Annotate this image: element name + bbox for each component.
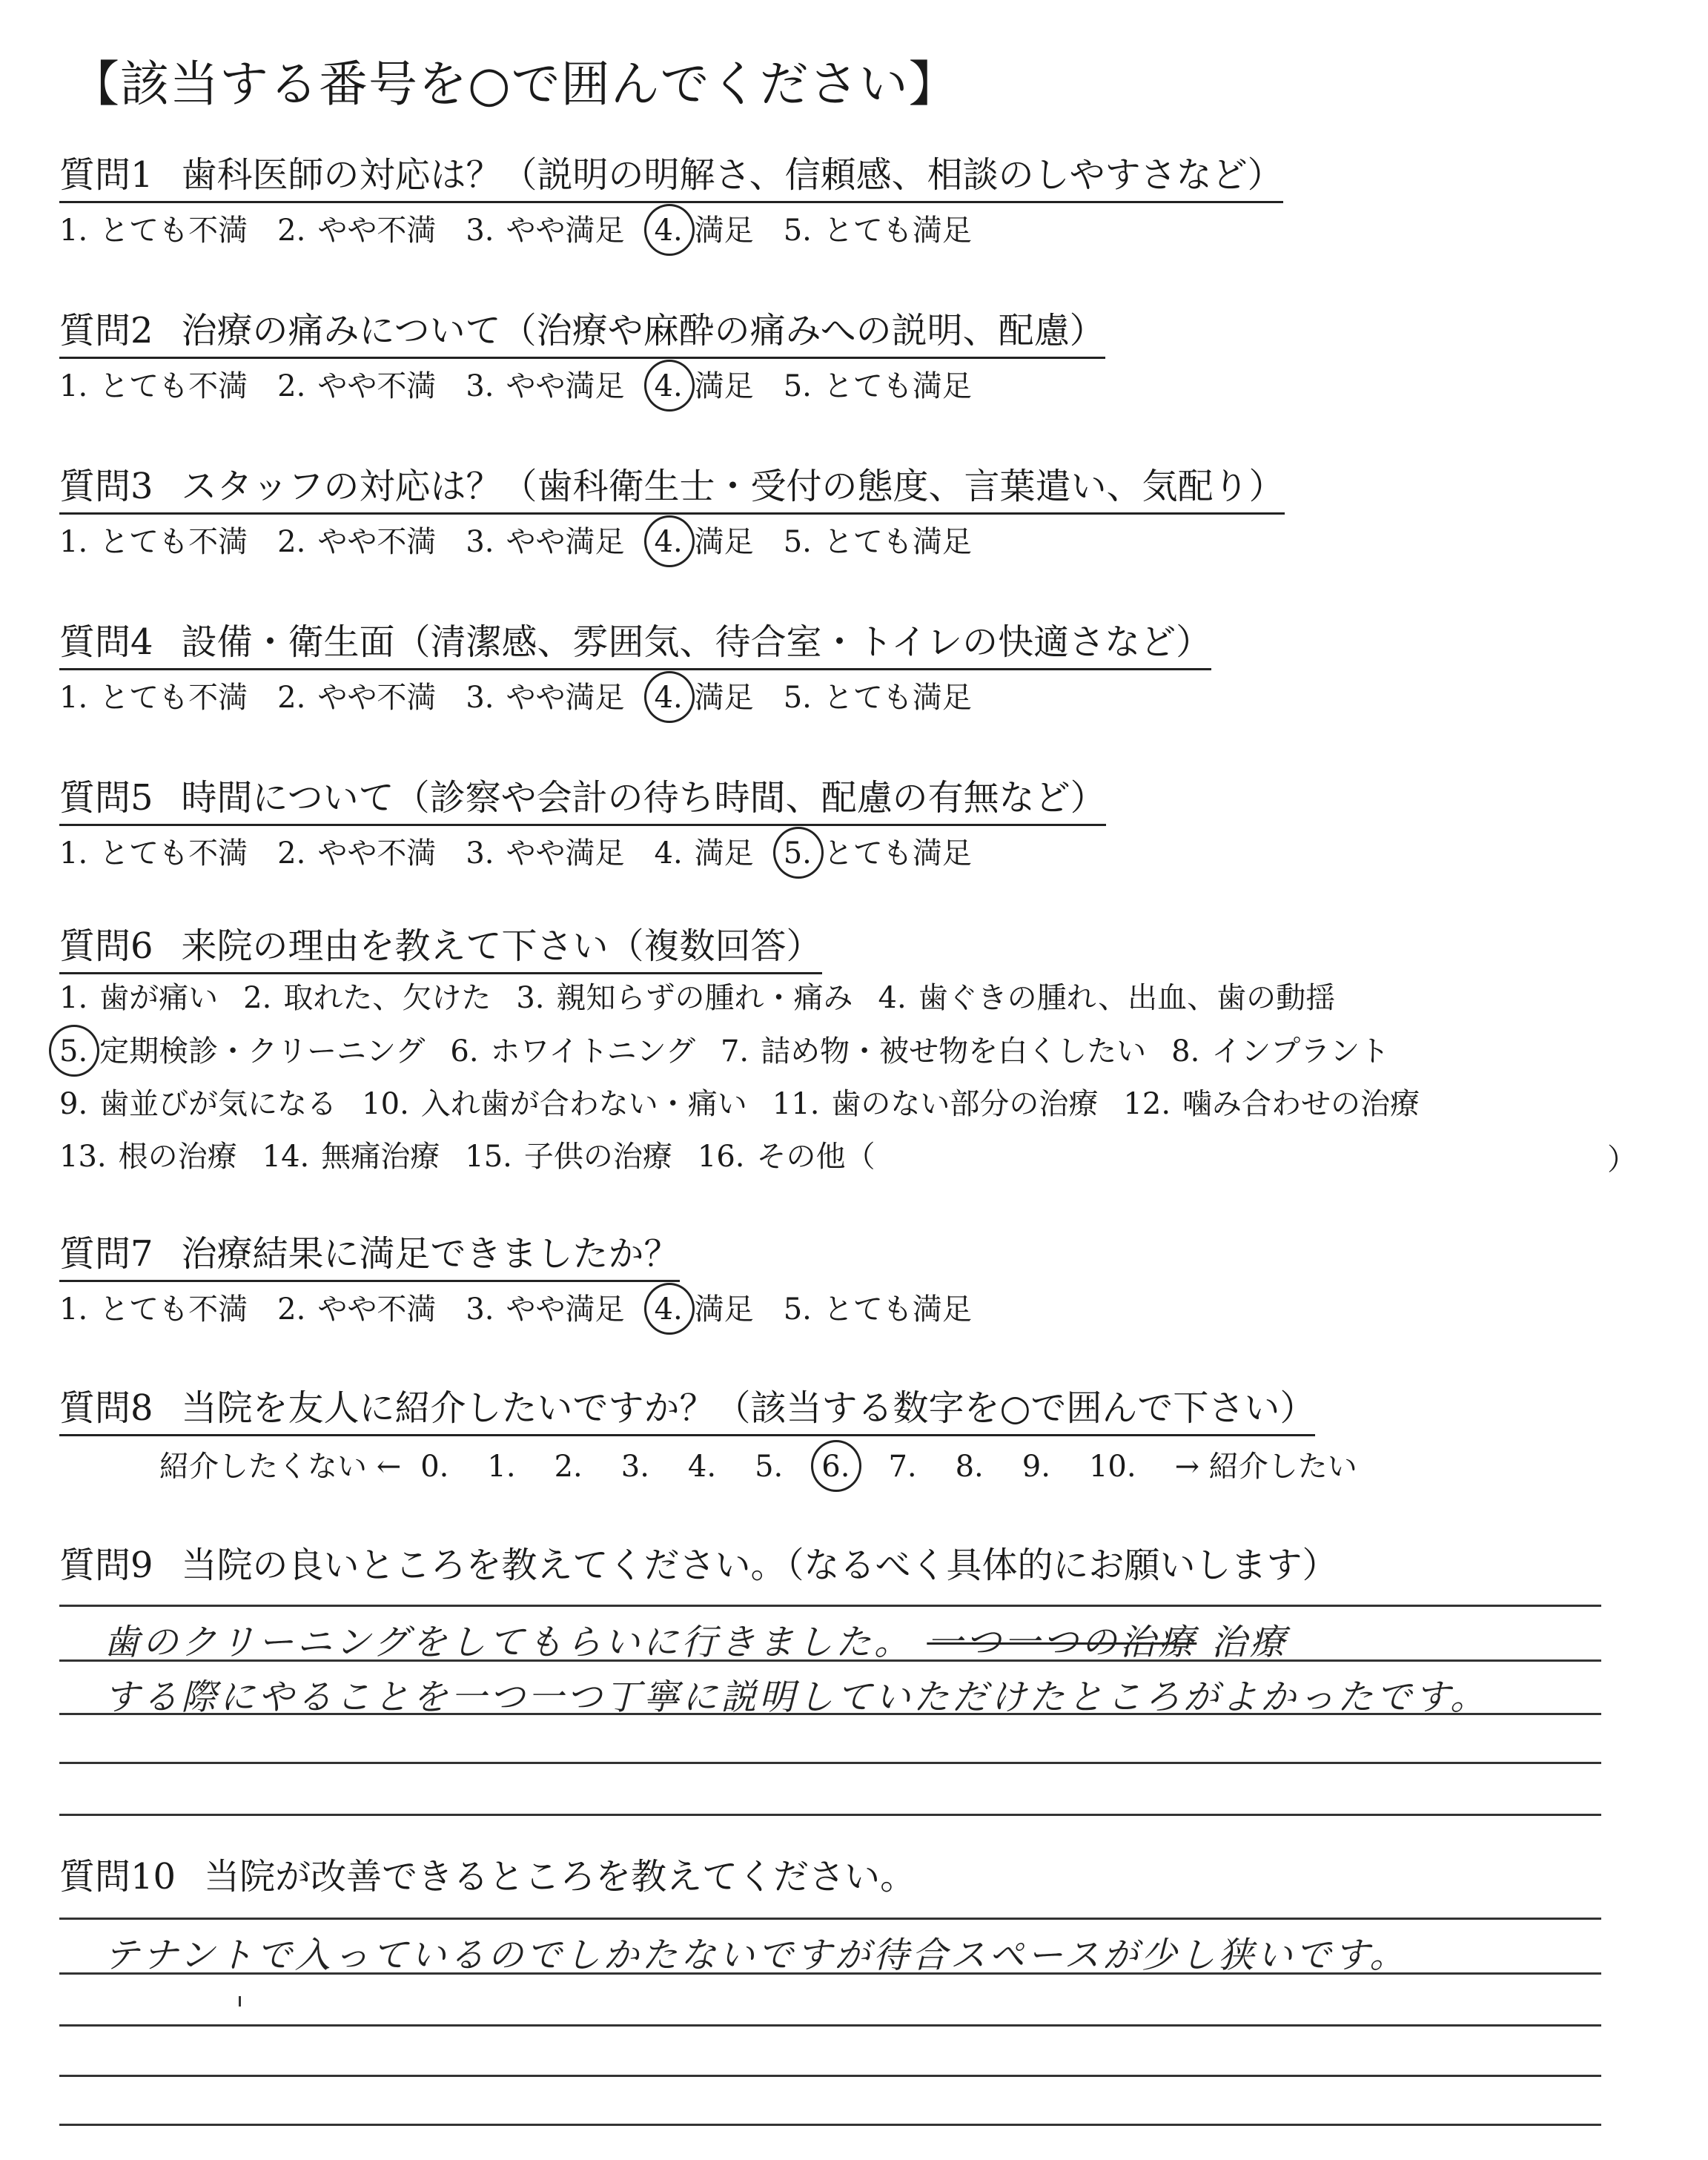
pen-mark [239, 1996, 241, 2007]
option-number: 4. [655, 210, 683, 251]
scale-number: 3. [620, 1450, 649, 1484]
question-number: 質問4 [59, 621, 153, 663]
question-number: 質問6 [59, 925, 153, 967]
answer-line [59, 2024, 1601, 2027]
scale-value[interactable] [1089, 1446, 1148, 1487]
option-number: 4. [655, 677, 683, 719]
question-2-title [59, 308, 1105, 359]
option[interactable] [878, 977, 1336, 1019]
option[interactable] [277, 366, 436, 407]
option-number: 10. [362, 1087, 409, 1121]
question-7-title [59, 1231, 680, 1282]
q9-answer-line-2: する際にやることを一つ一つ丁寧に説明していただけたところがよかったです。 [104, 1677, 1489, 1718]
question-number: 質問9 [59, 1545, 153, 1586]
option[interactable] [465, 1136, 672, 1178]
option[interactable] [1171, 1031, 1389, 1072]
reason-row [59, 977, 1360, 1019]
scale-number: 10. [1088, 1450, 1136, 1484]
option[interactable] [466, 210, 624, 251]
option[interactable] [277, 677, 436, 719]
answer-line [59, 1713, 1601, 1715]
option-number: 2. [277, 369, 306, 403]
other-close-paren: ） [1607, 1143, 1637, 1177]
option-number: 7. [720, 1034, 749, 1069]
option-label: やや満足 [506, 214, 625, 248]
option[interactable] [784, 521, 972, 563]
q10-answer-line-1: テナントで入っているのでしかたないですが待合スペースが少し狭いです。 [104, 1935, 1409, 1976]
option-label: やや不満 [317, 836, 437, 871]
option[interactable] [59, 1136, 237, 1178]
answer-line [59, 1605, 1601, 1607]
scale-left-label: 紹介したくない ← [159, 1450, 402, 1484]
selected-option[interactable] [655, 210, 754, 251]
option-number: 3. [466, 369, 494, 403]
option[interactable] [277, 833, 436, 874]
scale-value[interactable] [420, 1446, 460, 1487]
option[interactable] [1123, 1083, 1420, 1125]
option-number: 4. [655, 521, 683, 563]
option-number: 1. [59, 981, 88, 1015]
reason-row [59, 1083, 1445, 1125]
option[interactable] [784, 677, 972, 719]
recommend-scale [159, 1446, 1377, 1487]
selected-option[interactable] [655, 677, 754, 719]
option-label: やや満足 [506, 836, 625, 871]
option[interactable] [59, 1083, 337, 1125]
option-number: 3. [516, 981, 545, 1015]
scale-number: 6. [821, 1446, 850, 1487]
question-9-title [59, 1542, 1338, 1591]
option[interactable] [277, 521, 436, 563]
scale-number: 4. [687, 1450, 717, 1484]
selected-option[interactable] [655, 366, 754, 407]
question-number: 質問3 [59, 466, 153, 507]
option-number: 5. [784, 833, 812, 874]
option-number: 6. [450, 1034, 479, 1069]
option-label: やや満足 [506, 525, 625, 559]
scale-number: 0. [420, 1450, 449, 1484]
scale-number: 9. [1022, 1450, 1050, 1484]
answer-line [59, 1762, 1601, 1764]
option-label: 親知らずの腫れ・痛み [556, 981, 853, 1015]
question-1-options [59, 210, 1002, 251]
option[interactable] [59, 677, 248, 719]
option-label: やや満足 [506, 369, 625, 403]
option-label: その他（ [756, 1140, 875, 1174]
option-number: 9. [59, 1087, 88, 1121]
option[interactable] [466, 521, 624, 563]
answer-line [59, 1918, 1601, 1920]
question-text: 当院の良いところを教えてください。（なるべく具体的にお願いします） [181, 1545, 1338, 1586]
question-number: 質問10 [59, 1856, 176, 1898]
option[interactable] [516, 977, 853, 1019]
scale-value[interactable] [487, 1446, 527, 1487]
option-number: 12. [1123, 1087, 1171, 1121]
question-number: 質問7 [59, 1233, 153, 1275]
question-4-options [59, 677, 1002, 719]
reason-row [59, 1031, 1414, 1072]
question-text: 治療結果に満足できましたか？ [181, 1233, 680, 1275]
option-label: とても満足 [823, 681, 972, 715]
option-number: 3. [466, 214, 494, 248]
answer-line [59, 2124, 1601, 2126]
option-label: 子供の治療 [523, 1140, 672, 1174]
option-label: 満足 [694, 525, 754, 559]
option[interactable] [698, 1136, 875, 1178]
option[interactable] [59, 210, 248, 251]
scale-number: 1. [487, 1450, 516, 1484]
option-label: とても満足 [823, 525, 972, 559]
option-number: 15. [465, 1140, 512, 1174]
option-label: 歯のない部分の治療 [831, 1087, 1099, 1121]
option-number: 2. [277, 681, 306, 715]
option[interactable] [466, 833, 624, 874]
option-label: 歯並びが気になる [99, 1087, 337, 1121]
option[interactable] [784, 210, 972, 251]
question-text: 歯科医師の対応は？（説明の明解さ、信頼感、相談のしやすさなど） [181, 154, 1283, 196]
question-1-title [59, 152, 1283, 203]
option-number: 5. [783, 369, 812, 403]
option-number: 8. [1171, 1034, 1200, 1069]
question-3-title [59, 463, 1285, 515]
option-number: 4. [655, 366, 683, 407]
option-label: 満足 [694, 214, 754, 248]
option-number: 2. [243, 981, 272, 1015]
option-number: 2. [277, 525, 306, 559]
option[interactable] [466, 366, 624, 407]
handwritten-text: 治療 [1211, 1622, 1288, 1663]
scale-number: 2. [554, 1450, 583, 1484]
option[interactable] [59, 833, 248, 874]
option[interactable] [784, 1289, 972, 1330]
option-label: とても不満 [99, 214, 248, 248]
selected-option[interactable] [655, 521, 754, 563]
q9-answer-line-1 [104, 1614, 1288, 1665]
selected-option[interactable] [59, 1031, 425, 1072]
question-7-options [59, 1289, 1002, 1330]
option[interactable] [243, 977, 491, 1019]
option-number: 5. [783, 1292, 812, 1327]
scale-value[interactable] [621, 1446, 661, 1487]
option-label: 根の治療 [118, 1140, 237, 1174]
option-number: 4. [654, 836, 683, 871]
answer-line [59, 1972, 1601, 1975]
option-number: 1. [59, 836, 88, 871]
selected-scale-value[interactable] [821, 1446, 861, 1487]
option-label: やや不満 [317, 681, 437, 715]
option[interactable] [784, 366, 972, 407]
option-label: やや不満 [317, 1292, 437, 1327]
option-label: やや満足 [506, 1292, 625, 1327]
question-8-title [59, 1385, 1315, 1436]
handwritten-text: 歯のクリーニングをしてもらいに行きました。 [104, 1622, 913, 1663]
option-number: 3. [466, 1292, 494, 1327]
option[interactable] [59, 977, 218, 1019]
option[interactable] [772, 1083, 1099, 1125]
question-text: 当院が改善できるところを教えてください。 [204, 1856, 916, 1898]
selected-option[interactable] [784, 833, 972, 874]
question-text: 時間について（診察や会計の待ち時間、配慮の有無など） [181, 777, 1106, 819]
option-label: とても満足 [823, 214, 972, 248]
option-number: 2. [277, 214, 306, 248]
option-number: 3. [466, 836, 494, 871]
option-number: 5. [783, 525, 812, 559]
option-number: 3. [466, 681, 494, 715]
option-number: 11. [772, 1087, 820, 1121]
option-label: 噛み合わせの治療 [1182, 1087, 1420, 1121]
question-text: 設備・衛生面（清潔感、雰囲気、待合室・トイレの快適さなど） [181, 621, 1212, 663]
question-text: 当院を友人に紹介したいですか？（該当する数字を○で囲んで下さい） [181, 1387, 1316, 1429]
option-number: 2. [277, 1292, 306, 1327]
option-number: 5. [783, 214, 812, 248]
option-label: とても満足 [823, 836, 972, 871]
answer-line [59, 1814, 1601, 1816]
option-label: とても満足 [823, 1292, 972, 1327]
question-5-title [59, 775, 1106, 826]
option[interactable] [262, 1136, 440, 1178]
option-label: 無痛治療 [321, 1140, 440, 1174]
option-label: やや不満 [317, 525, 437, 559]
option-number: 2. [277, 836, 306, 871]
option[interactable] [277, 210, 436, 251]
reason-row [59, 1136, 901, 1178]
option-number: 4. [878, 981, 907, 1015]
answer-line [59, 2075, 1601, 2077]
option-label: やや不満 [317, 214, 437, 248]
option[interactable] [655, 833, 754, 874]
option[interactable] [59, 1289, 248, 1330]
question-5-options [59, 833, 1002, 874]
question-text: スタッフの対応は？（歯科衛生士・受付の態度、言葉遣い、気配り） [181, 466, 1285, 507]
option[interactable] [721, 1031, 1146, 1072]
option-number: 5. [783, 681, 812, 715]
instruction-heading: 【該当する番号を○で囲んでください】 [70, 56, 959, 113]
option-number: 13. [59, 1140, 107, 1174]
question-2-options [59, 366, 1002, 407]
scale-value[interactable] [755, 1446, 795, 1487]
option-label: 満足 [694, 681, 754, 715]
option-label: とても不満 [99, 525, 248, 559]
question-number: 質問8 [59, 1387, 153, 1429]
question-10-title [59, 1854, 916, 1903]
question-text: 治療の痛みについて（治療や麻酔の痛みへの説明、配慮） [181, 310, 1105, 351]
option-label: インプラント [1211, 1034, 1390, 1069]
option[interactable] [277, 1289, 436, 1330]
option-number: 1. [59, 369, 88, 403]
question-number: 質問5 [59, 777, 153, 819]
option-number: 16. [697, 1140, 745, 1174]
scale-value[interactable] [888, 1446, 928, 1487]
option-number: 4. [655, 1289, 683, 1330]
scale-value[interactable] [1022, 1446, 1062, 1487]
option-label: 歯が痛い [99, 981, 219, 1015]
option[interactable] [466, 677, 624, 719]
option-label: とても不満 [99, 1292, 248, 1327]
option-number: 1. [59, 1292, 88, 1327]
option-number: 14. [262, 1140, 310, 1174]
option-number: 1. [59, 214, 88, 248]
option-number: 1. [59, 681, 88, 715]
option-label: やや満足 [506, 681, 625, 715]
question-6-title [59, 923, 822, 974]
option[interactable] [362, 1083, 747, 1125]
scale-value[interactable] [555, 1446, 595, 1487]
option[interactable] [466, 1289, 624, 1330]
struck-text: 一つ一つの治療 [927, 1622, 1197, 1663]
scale-number: 5. [755, 1450, 784, 1484]
option-number: 3. [466, 525, 494, 559]
option[interactable] [450, 1031, 695, 1072]
option-label: 入れ歯が合わない・痛い [420, 1087, 747, 1121]
scale-number: 8. [955, 1450, 984, 1484]
question-number: 質問2 [59, 310, 153, 351]
option[interactable] [59, 366, 248, 407]
scale-value[interactable] [688, 1446, 728, 1487]
scale-value[interactable] [956, 1446, 996, 1487]
option-number: 5. [59, 1031, 87, 1072]
option-number: 1. [59, 525, 88, 559]
option-label: 満足 [694, 369, 754, 403]
scale-right-label: → 紹介したい [1174, 1450, 1357, 1484]
scale-number: 7. [888, 1450, 917, 1484]
option[interactable] [59, 521, 248, 563]
option-label: とても不満 [99, 681, 248, 715]
option-label: とても不満 [99, 369, 248, 403]
option-label: とても不満 [99, 836, 248, 871]
option-label: とても満足 [823, 369, 972, 403]
option-label: 満足 [694, 1292, 754, 1327]
question-3-options [59, 521, 1002, 563]
option-label: ホワイトニング [490, 1034, 695, 1069]
option-label: 定期検診・クリーニング [99, 1034, 426, 1069]
selected-option[interactable] [655, 1289, 754, 1330]
question-number: 質問1 [59, 154, 153, 196]
question-4-title [59, 619, 1211, 670]
option-label: 歯ぐきの腫れ、出血、歯の動揺 [918, 981, 1336, 1015]
answer-line [59, 1659, 1601, 1662]
question-text: 来院の理由を教えて下さい（複数回答） [181, 925, 822, 967]
option-label: 満足 [694, 836, 754, 871]
option-label: 取れた、欠けた [283, 981, 491, 1015]
option-label: やや不満 [317, 369, 437, 403]
option-label: 詰め物・被せ物を白くしたい [761, 1034, 1147, 1069]
